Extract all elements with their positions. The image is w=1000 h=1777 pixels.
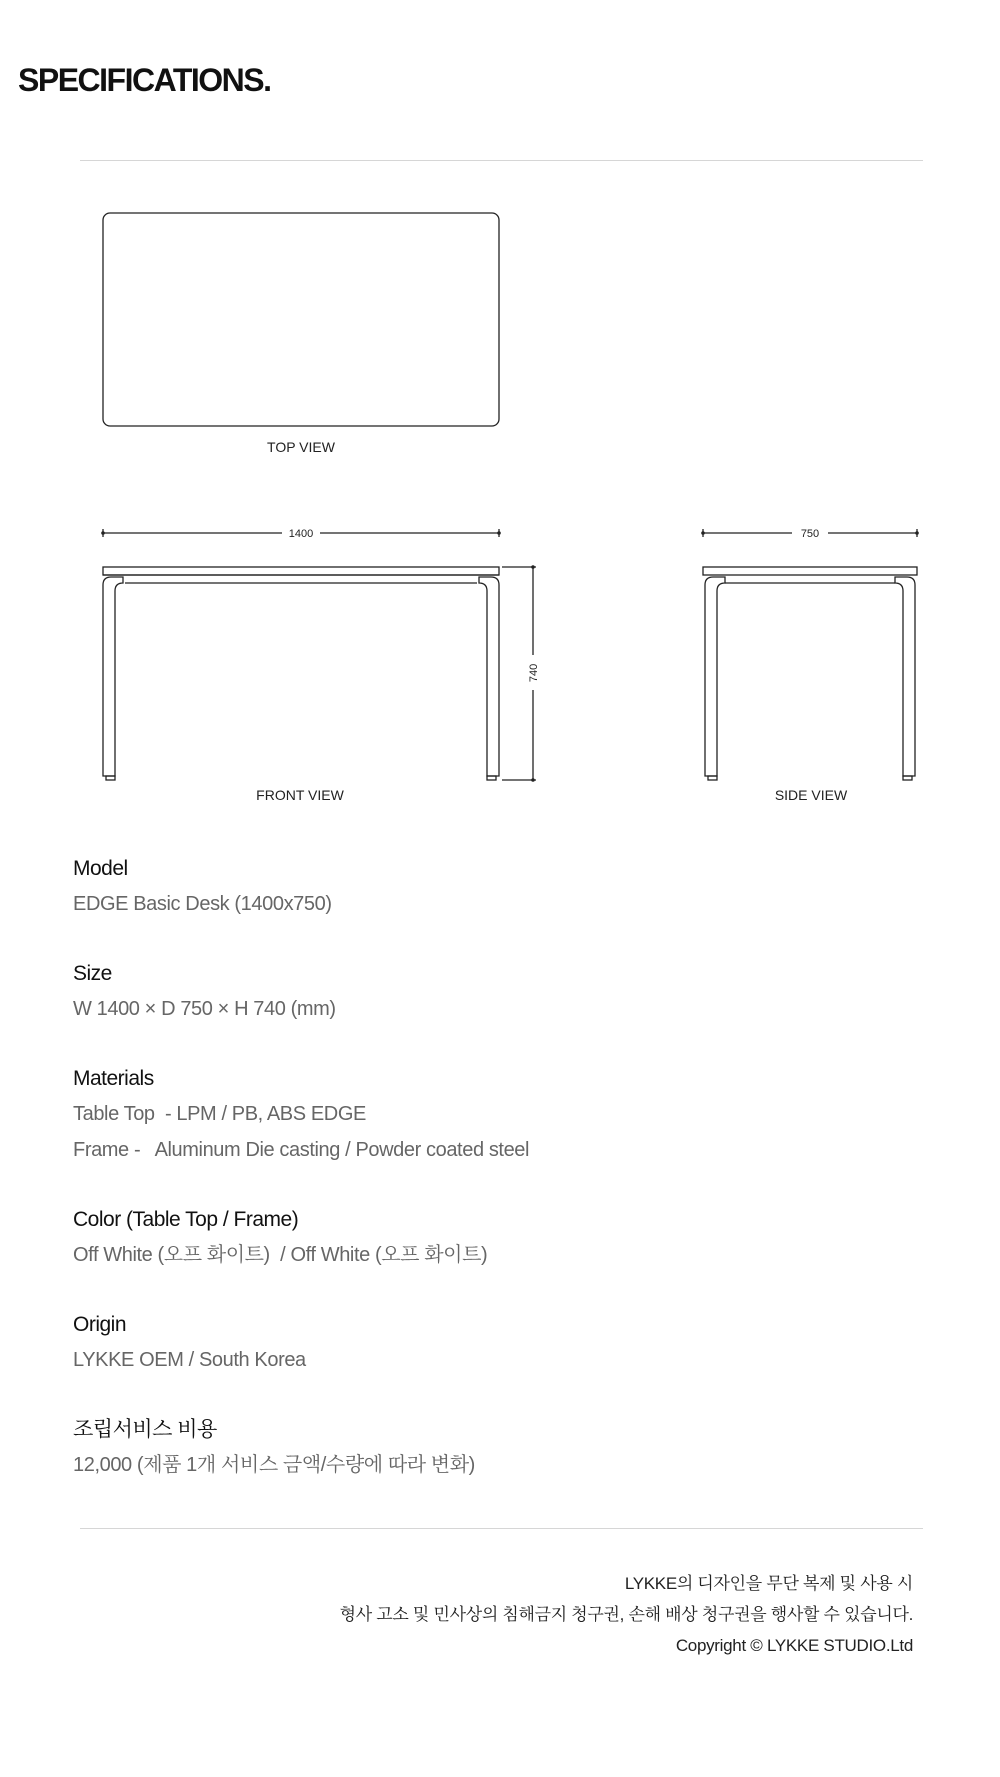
footer-line-2: 형사 고소 및 민사상의 침해금지 청구권, 손해 배상 청구권을 행사할 수 있습니다. <box>339 1605 913 1624</box>
front-view-desk <box>103 567 499 780</box>
height-dimension-label: 740 <box>528 663 540 683</box>
spec-color <box>73 1203 773 1273</box>
spec-value: W 1400 × D 750 × H 740 (mm) <box>73 998 336 1020</box>
spec-heading: Color (Table Top / Frame) <box>73 1208 299 1231</box>
spec-value: Off White (오프 화이트) / Off White (오프 화이트) <box>73 1244 488 1266</box>
spec-heading: Origin <box>73 1313 127 1336</box>
spec-origin <box>73 1308 773 1378</box>
depth-dimension-label: 750 <box>800 528 820 540</box>
footer-line-3: Copyright © LYKKE STUDIO.Ltd <box>675 1636 913 1655</box>
spec-assembly-cost <box>73 1413 773 1483</box>
copyright-notice <box>340 1568 913 1661</box>
page-title: SPECIFICATIONS. <box>18 62 271 98</box>
spec-materials <box>73 1062 773 1168</box>
spec-value: Frame - Aluminum Die casting / Powder coated steel <box>73 1139 530 1161</box>
spec-value: 12,000 (제품 1개 서비스 금액/수량에 따라 변화) <box>73 1454 475 1476</box>
top-view-outline <box>103 213 499 426</box>
footer-line-1: LYKKE의 디자인을 무단 복제 및 사용 시 <box>624 1574 913 1593</box>
spec-size <box>73 957 773 1027</box>
front-view-label: FRONT VIEW <box>256 787 344 803</box>
spec-model <box>73 852 773 922</box>
bottom-divider <box>80 1528 923 1529</box>
spec-value: EDGE Basic Desk (1400x750) <box>73 893 332 915</box>
spec-heading: 조립서비스 비용 <box>73 1418 217 1441</box>
spec-value: LYKKE OEM / South Korea <box>73 1349 306 1371</box>
specifications-list <box>73 852 773 1518</box>
side-view-desk <box>703 567 917 780</box>
technical-drawings <box>0 0 1000 820</box>
spec-heading: Materials <box>73 1067 154 1090</box>
top-view-label: TOP VIEW <box>267 439 335 455</box>
spec-heading: Size <box>73 962 112 985</box>
side-view-label: SIDE VIEW <box>774 787 848 803</box>
spec-heading: Model <box>73 857 128 880</box>
width-dimension-label: 1400 <box>288 528 314 540</box>
spec-value: Table Top - LPM / PB, ABS EDGE <box>73 1103 366 1125</box>
